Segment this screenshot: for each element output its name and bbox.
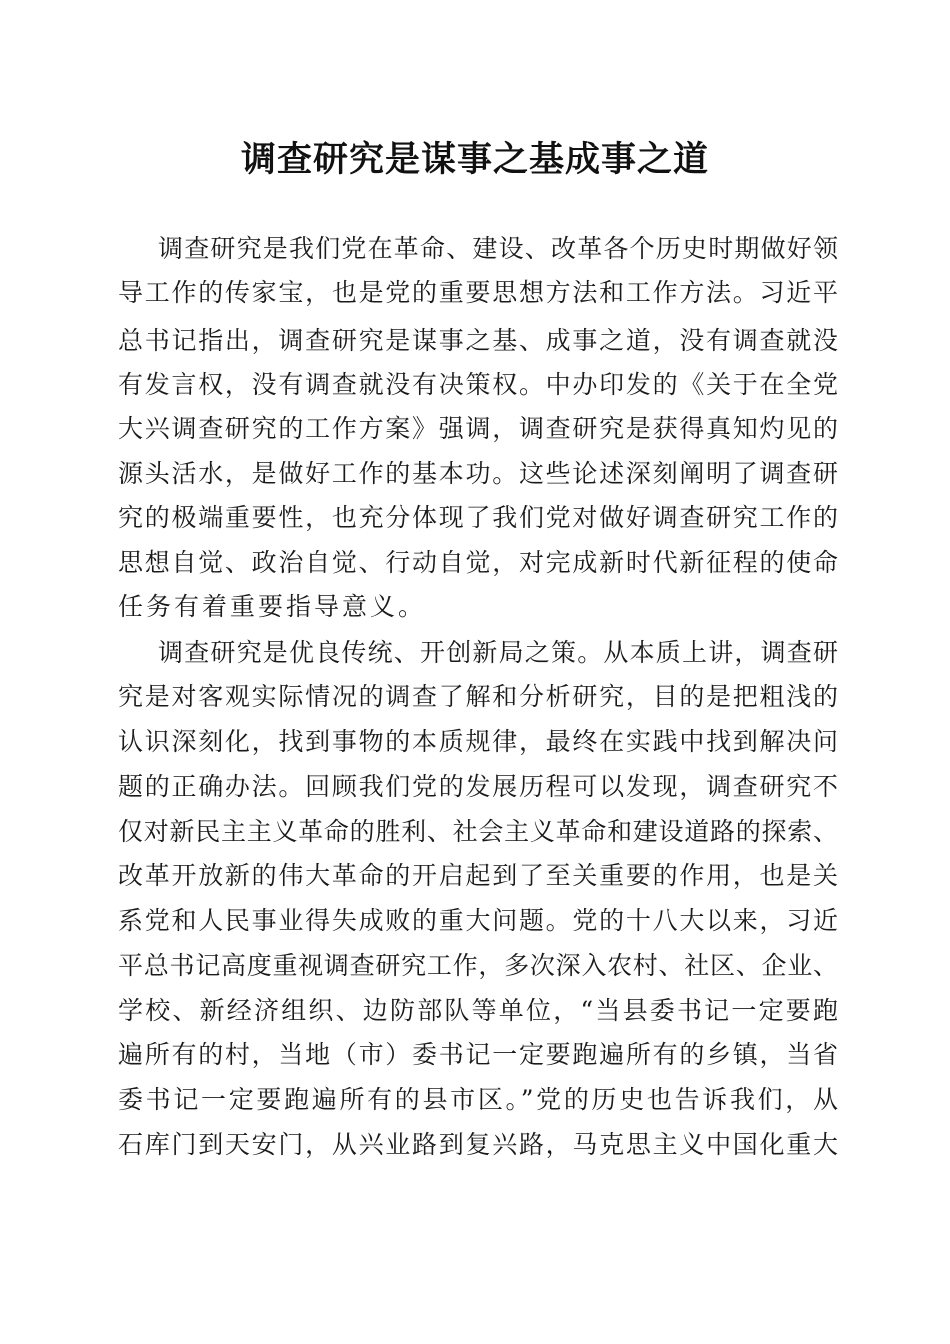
paragraph-2-line: 题的正确办法。回顾我们党的发展历程可以发现，调查研究不	[118, 772, 838, 801]
paragraph-2-line: 遍所有的村，当地（市）委书记一定要跑遍所有的乡镇，当省	[118, 1040, 838, 1069]
paragraph-2-line: 学校、新经济组织、边防部队等单位，“当县委书记一定要跑	[118, 996, 838, 1025]
paragraph-2-line: 系党和人民事业得失成败的重大问题。党的十八大以来，习近	[118, 906, 838, 935]
paragraph-1-line: 总书记指出，调查研究是谋事之基、成事之道，没有调查就没	[118, 326, 838, 355]
paragraph-1-line: 究的极端重要性，也充分体现了我们党对做好调查研究工作的	[118, 503, 838, 532]
paragraph-1-line: 思想自觉、政治自觉、行动自觉，对完成新时代新征程的使命	[118, 548, 838, 577]
paragraph-1-line: 导工作的传家宝，也是党的重要思想方法和工作方法。习近平	[118, 278, 838, 307]
paragraph-2-line: 仅对新民主主义革命的胜利、社会主义革命和建设道路的探索、	[118, 817, 838, 846]
paragraph-1-line: 源头活水，是做好工作的基本功。这些论述深刻阐明了调查研	[118, 459, 838, 488]
document-title: 调查研究是谋事之基成事之道	[240, 139, 709, 180]
paragraph-1-line: 有发言权，没有调查就没有决策权。中办印发的《关于在全党	[118, 370, 838, 399]
paragraph-2-line: 改革开放新的伟大革命的开启起到了至关重要的作用，也是关	[118, 861, 838, 890]
paragraph-2-line: 认识深刻化，找到事物的本质规律，最终在实践中找到解决问	[118, 727, 838, 756]
paragraph-2-line: 究是对客观实际情况的调查了解和分析研究，目的是把粗浅的	[118, 682, 838, 711]
paragraph-2-line: 委书记一定要跑遍所有的县市区。”党的历史也告诉我们，从	[118, 1085, 838, 1114]
paragraph-2-line: 调查研究是优良传统、开创新局之策。从本质上讲，调查研	[158, 638, 838, 667]
paragraph-1-line: 调查研究是我们党在革命、建设、改革各个历史时期做好领	[158, 234, 838, 263]
paragraph-2-line: 石库门到天安门，从兴业路到复兴路，马克思主义中国化重大	[118, 1130, 838, 1159]
paragraph-1-line: 大兴调查研究的工作方案》强调，调查研究是获得真知灼见的	[118, 414, 838, 443]
paragraph-2-line: 平总书记高度重视调查研究工作，多次深入农村、社区、企业、	[118, 951, 838, 980]
paragraph-1-line: 任务有着重要指导意义。	[118, 592, 427, 621]
